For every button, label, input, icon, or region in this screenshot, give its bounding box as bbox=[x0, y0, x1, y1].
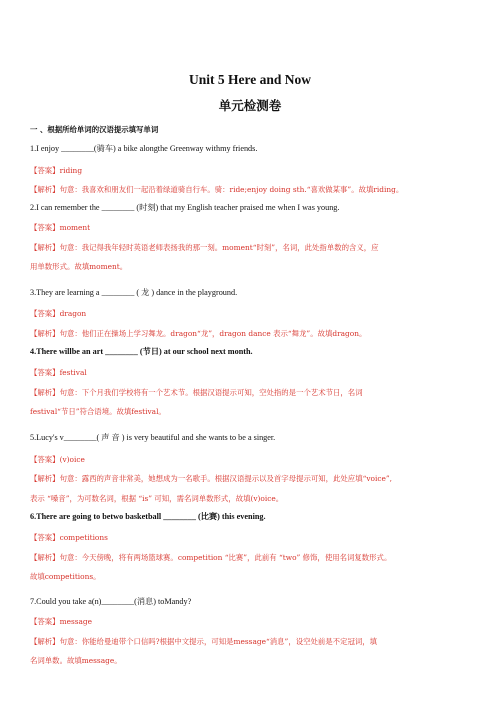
unit-subtitle: 单元检测卷 bbox=[218, 98, 282, 113]
answer-1: 【答案】riding bbox=[30, 166, 83, 175]
section-heading: 一 、根据所给单词的汉语提示填写单词 bbox=[30, 125, 159, 134]
question-5: 5.Lucy's v________( 声 音 ) is very beautiful and she wants to be a singer. bbox=[30, 433, 276, 442]
analysis-6-line-2: 故填competitions。 bbox=[30, 572, 101, 581]
answer-7: 【答案】message bbox=[30, 617, 93, 626]
answer-6: 【答案】competitions bbox=[30, 533, 108, 542]
analysis-5-line-1: 【解析】句意：露西的声音非常美，她想成为一名歌手。根据汉语提示以及首字母提示可知，此处应填“voice”, bbox=[30, 474, 392, 483]
analysis-7-line-1: 【解析】句意：你能给曼迪带个口信吗?根据中文提示，可知是message“消息”，设空处前是不定冠词，填 bbox=[30, 637, 378, 646]
analysis-6-line-1: 【解析】句意：今天傍晚，将有两场篮球赛。competition “比赛”，此前有 “two” 修饰，使用名词复数形式。 bbox=[30, 553, 392, 562]
question-4: 4.There willbe an art ________ (节日) at our school next month. bbox=[30, 347, 253, 356]
answer-2: 【答案】moment bbox=[30, 223, 91, 232]
answer-4: 【答案】festival bbox=[30, 368, 87, 377]
analysis-7-line-2: 名词单数。故填message。 bbox=[30, 656, 122, 665]
analysis-4-line-1: 【解析】句意：下个月我们学校将有一个艺术节。根据汉语提示可知，空处指的是一个艺术节日，名词 bbox=[30, 388, 363, 397]
unit-title: Unit 5 Here and Now bbox=[188, 72, 311, 87]
analysis-2-line-1: 【解析】句意：我记得我年轻时英语老师表扬我的那一刻。moment“时刻”，名词，此处指单数的含义，应 bbox=[30, 243, 379, 252]
analysis-1-line-1: 【解析】句意：我喜欢和朋友们一起沿着绿道骑自行车。骑：ride;enjoy doing sth.“喜欢做某事”。故填riding。 bbox=[30, 185, 404, 194]
answer-5: 【答案】(v)oice bbox=[30, 455, 85, 464]
analysis-5-line-2: 表示 “嗓音”，为可数名词，根据 “is” 可知，需名词单数形式，故填(v)oice。 bbox=[30, 494, 284, 503]
question-1: 1.I enjoy ________(骑车) a bike alongthe Greenway withmy friends. bbox=[30, 144, 258, 153]
analysis-4-line-2: festival“节日”符合语境。故填festival。 bbox=[30, 407, 166, 416]
question-7: 7.Could you take a(n)________(消息) toMandy? bbox=[30, 597, 192, 606]
question-2: 2.I can remember the ________ (时刻) that my English teacher praised me when I was young. bbox=[30, 203, 340, 212]
analysis-3-line-1: 【解析】句意：他们正在操场上学习舞龙。dragon“龙”，dragon dance 表示“舞龙”。故填dragon。 bbox=[30, 329, 367, 338]
analysis-2-line-2: 用单数形式。故填moment。 bbox=[30, 262, 128, 271]
question-6: 6.There are going to betwo basketball ________ (比赛) this evening. bbox=[30, 512, 266, 521]
answer-3: 【答案】dragon bbox=[30, 309, 87, 318]
question-3: 3.They are learning a ________ ( 龙 ) dance in the playground. bbox=[30, 288, 238, 297]
